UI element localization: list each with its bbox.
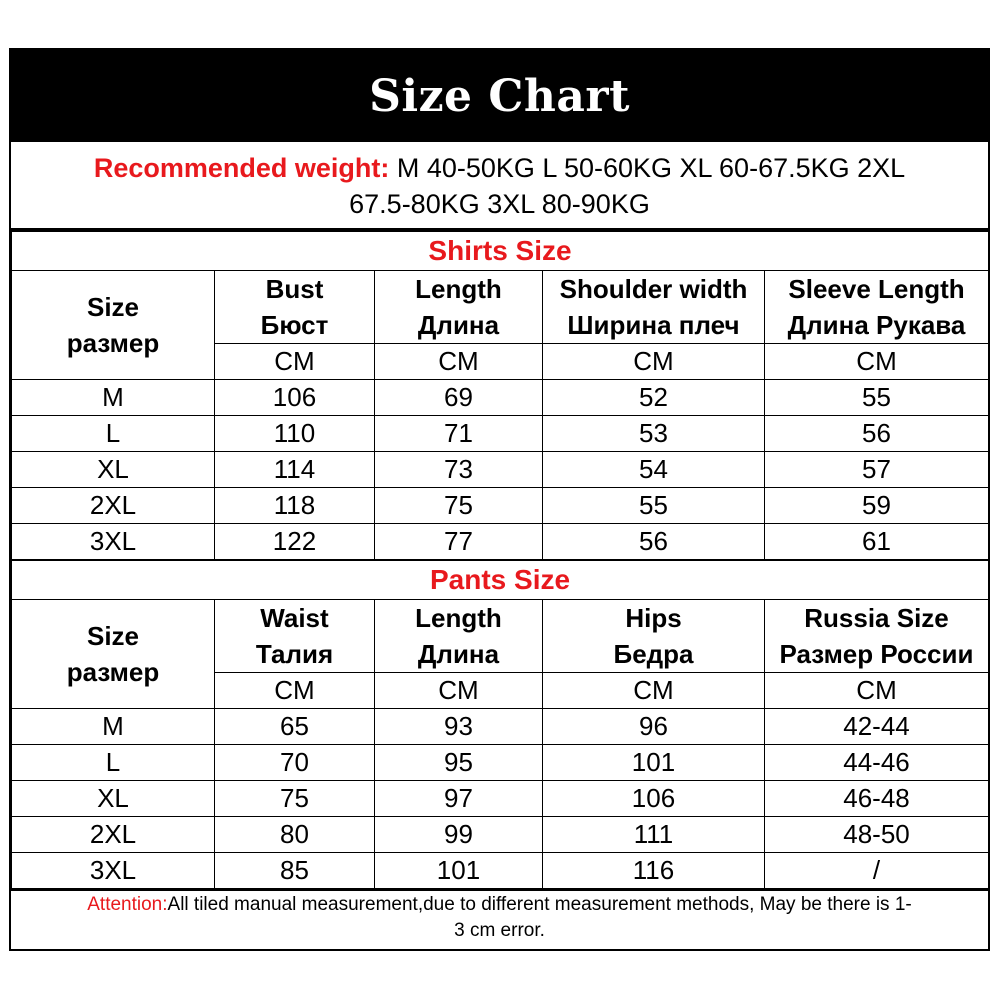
column-header-line: Bust	[265, 274, 324, 304]
table-cell: 54	[543, 452, 765, 488]
table-cell: 99	[375, 817, 543, 853]
table-cell: 85	[215, 853, 375, 889]
pants-size-header	[12, 600, 215, 709]
column-header-line: Hips	[625, 603, 682, 633]
table-cell: 101	[375, 853, 543, 889]
table-row	[12, 488, 989, 524]
size-header-line: размер	[66, 657, 160, 687]
pants-column-header	[765, 600, 989, 673]
recommended-weight-line2: 67.5-80KG 3XL 80-90KG	[349, 189, 650, 219]
table-row	[12, 745, 989, 781]
column-header-line: Бюст	[260, 310, 329, 340]
column-header-line: Длина	[417, 310, 500, 340]
table-cell: 75	[215, 781, 375, 817]
column-header-line: Russia Size	[804, 603, 949, 633]
column-header-line: Length	[415, 274, 502, 304]
table-row	[12, 524, 989, 561]
pants-header-row	[12, 600, 989, 673]
shirts-column-header	[375, 271, 543, 344]
shirts-column-header	[215, 271, 375, 344]
unit-cell: CM	[375, 673, 543, 709]
recommended-weight-line1: M 40-50KG L 50-60KG XL 60-67.5KG 2XL	[389, 153, 906, 183]
size-label-cell: XL	[12, 781, 215, 817]
size-label-cell: 2XL	[12, 488, 215, 524]
unit-cell: CM	[215, 344, 375, 380]
table-cell: 75	[375, 488, 543, 524]
size-label-cell: M	[12, 380, 215, 416]
table-cell: 118	[215, 488, 375, 524]
unit-cell: CM	[215, 673, 375, 709]
shirts-header-row	[12, 271, 989, 344]
table-cell: 56	[543, 524, 765, 561]
column-header-line: Длина	[417, 639, 500, 669]
shirts-section-title-row	[12, 231, 989, 271]
column-header-line: Length	[415, 603, 502, 633]
size-label-cell: 3XL	[12, 853, 215, 889]
table-cell: 80	[215, 817, 375, 853]
table-cell: 53	[543, 416, 765, 452]
unit-cell: CM	[765, 344, 989, 380]
unit-cell: CM	[543, 344, 765, 380]
table-cell: 52	[543, 380, 765, 416]
chart-title-text: Size Chart	[369, 70, 630, 122]
table-row	[12, 709, 989, 745]
table-row	[12, 380, 989, 416]
table-cell: 71	[375, 416, 543, 452]
table-cell: 114	[215, 452, 375, 488]
pants-section-title: Pants Size	[12, 560, 989, 600]
size-header-line: размер	[66, 328, 160, 358]
table-cell: 70	[215, 745, 375, 781]
table-cell: 56	[765, 416, 989, 452]
size-header-line: Size	[86, 621, 140, 651]
shirts-column-header	[765, 271, 989, 344]
column-header-line: Талия	[255, 639, 334, 669]
table-cell: 101	[543, 745, 765, 781]
size-chart	[9, 48, 990, 951]
size-label-cell: 3XL	[12, 524, 215, 561]
table-cell: 97	[375, 781, 543, 817]
attention-line1: All tiled manual measurement,due to different measurement methods, May be there is 1-	[167, 894, 912, 915]
size-header-line: Size	[86, 292, 140, 322]
table-cell: 122	[215, 524, 375, 561]
table-cell: 61	[765, 524, 989, 561]
table-cell: 55	[765, 380, 989, 416]
pants-column-header	[543, 600, 765, 673]
column-header-line: Waist	[260, 603, 329, 633]
table-cell: /	[765, 853, 989, 889]
column-header-line: Shoulder width	[559, 274, 748, 304]
shirts-size-header	[12, 271, 215, 380]
table-row	[12, 781, 989, 817]
table-cell: 42-44	[765, 709, 989, 745]
table-cell: 77	[375, 524, 543, 561]
shirts-column-header	[543, 271, 765, 344]
table-cell: 96	[543, 709, 765, 745]
unit-cell: CM	[765, 673, 989, 709]
pants-section-title-row	[12, 560, 989, 600]
table-row	[12, 416, 989, 452]
size-label-cell: XL	[12, 452, 215, 488]
table-cell: 59	[765, 488, 989, 524]
pants-column-header	[375, 600, 543, 673]
table-cell: 95	[375, 745, 543, 781]
table-cell: 106	[543, 781, 765, 817]
table-cell: 93	[375, 709, 543, 745]
table-row	[12, 452, 989, 488]
table-cell: 46-48	[765, 781, 989, 817]
recommended-weight	[11, 142, 988, 230]
table-cell: 106	[215, 380, 375, 416]
table-cell: 116	[543, 853, 765, 889]
pants-column-header	[215, 600, 375, 673]
size-label-cell: L	[12, 416, 215, 452]
table-cell: 65	[215, 709, 375, 745]
table-row	[12, 817, 989, 853]
table-row	[12, 853, 989, 889]
recommended-weight-label: Recommended weight:	[93, 153, 390, 183]
table-cell: 55	[543, 488, 765, 524]
unit-cell: CM	[543, 673, 765, 709]
attention-line2: 3 cm error.	[454, 920, 545, 941]
table-cell: 69	[375, 380, 543, 416]
table-cell: 57	[765, 452, 989, 488]
shirts-section-title: Shirts Size	[12, 231, 989, 271]
table-cell: 48-50	[765, 817, 989, 853]
size-label-cell: L	[12, 745, 215, 781]
table-cell: 110	[215, 416, 375, 452]
column-header-line: Длина Рукава	[787, 310, 966, 340]
attention-note	[11, 889, 988, 944]
attention-label: Attention:	[87, 894, 168, 915]
column-header-line: Sleeve Length	[788, 274, 965, 304]
chart-title	[11, 50, 988, 142]
column-header-line: Ширина плеч	[567, 310, 740, 340]
table-cell: 73	[375, 452, 543, 488]
size-label-cell: M	[12, 709, 215, 745]
size-label-cell: 2XL	[12, 817, 215, 853]
unit-cell: CM	[375, 344, 543, 380]
column-header-line: Бедра	[613, 639, 694, 669]
column-header-line: Размер России	[779, 639, 974, 669]
table-cell: 111	[543, 817, 765, 853]
table-cell: 44-46	[765, 745, 989, 781]
size-table	[11, 230, 989, 889]
